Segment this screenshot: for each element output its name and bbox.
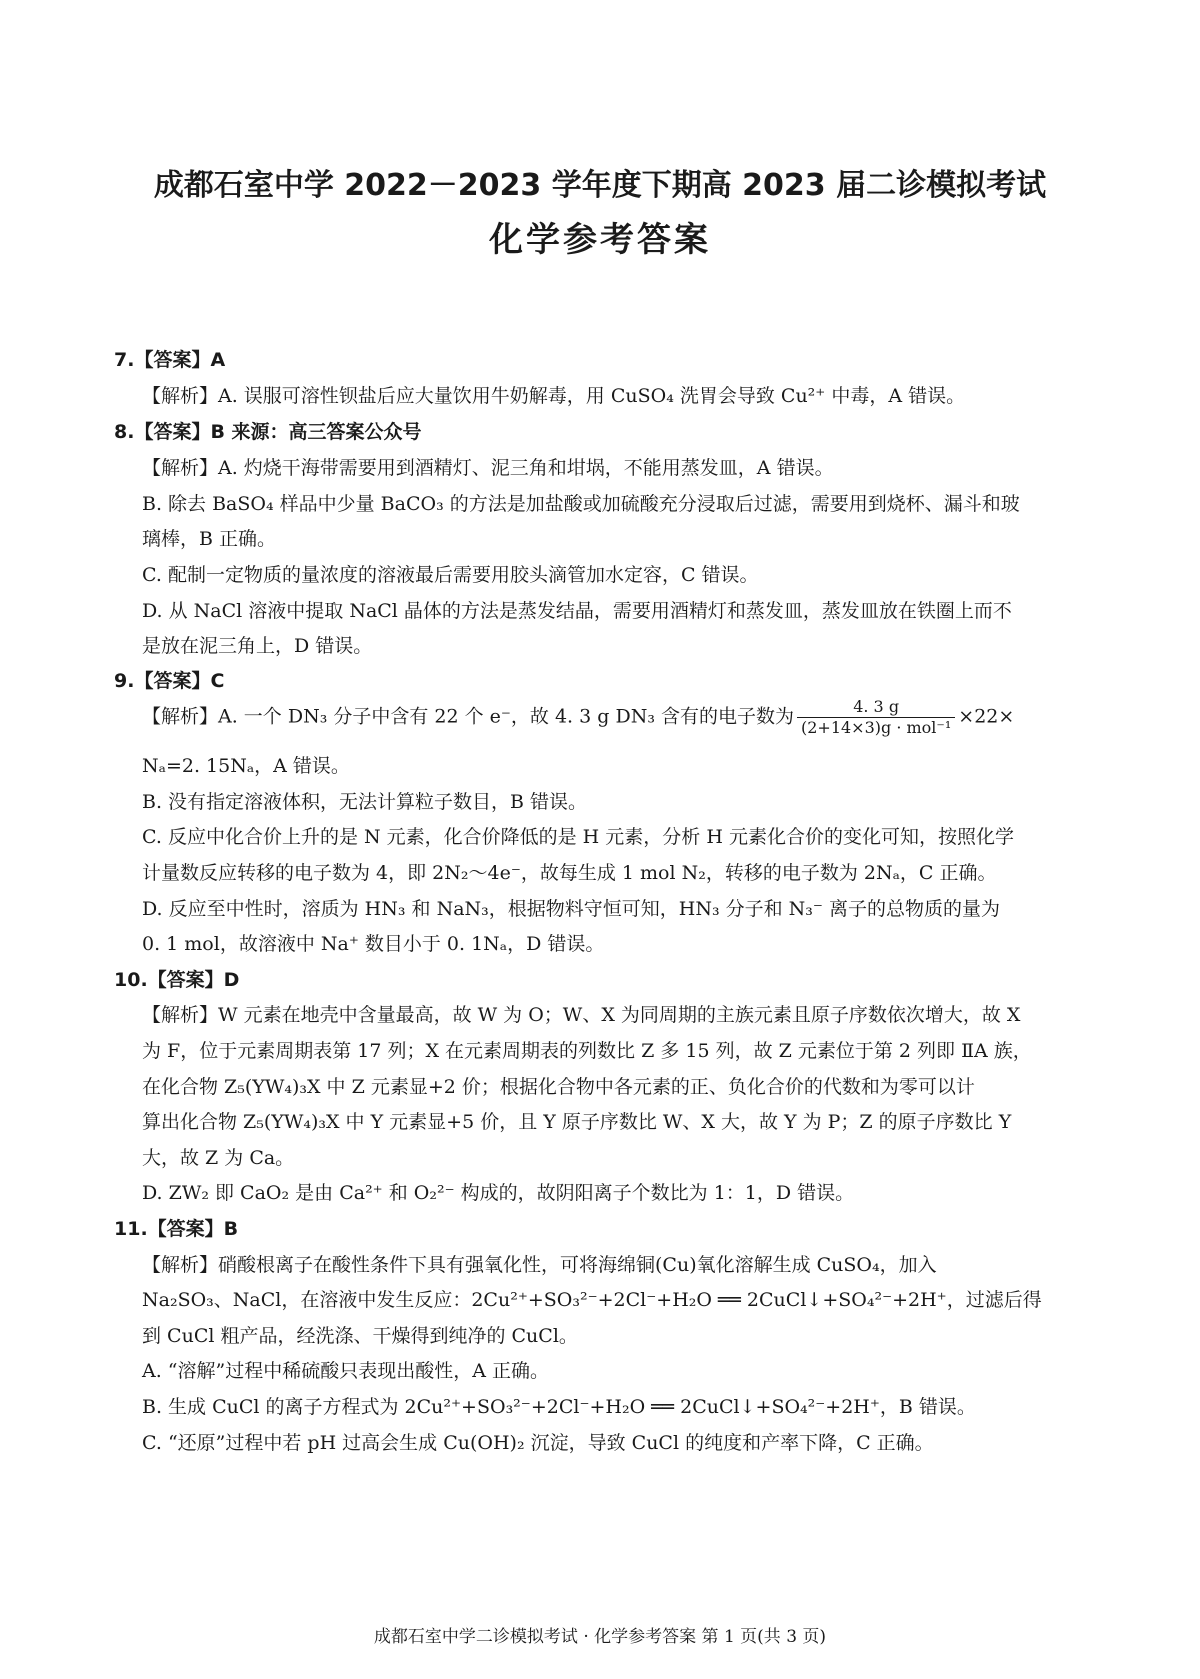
fraction-numerator: 4. 3 g bbox=[797, 697, 955, 718]
q7-explanation: 【解析】A. 误服可溶性钡盐后应大量饮用牛奶解毒，用 CuSO₄ 洗胃会导致 Cu²⁺ 中毒，A 错误。 bbox=[142, 385, 966, 407]
q11-explanation-2: Na₂SO₃、NaCl，在溶液中发生反应：2Cu²⁺+SO₃²⁻+2Cl⁻+H₂O ══ 2CuCl↓+SO₄²⁻+2H⁺，过滤后得 bbox=[142, 1289, 1042, 1311]
q9-answer: 9.【答案】C bbox=[114, 670, 225, 692]
q8-explanation-d-cont: 是放在泥三角上，D 错误。 bbox=[142, 635, 373, 657]
q8-explanation-c: C. 配制一定物质的量浓度的溶液最后需要用胶头滴管加水定容，C 错误。 bbox=[142, 564, 759, 586]
electron-count-fraction bbox=[797, 697, 955, 738]
q11-explanation-3: 到 CuCl 粗产品，经洗涤、干燥得到纯净的 CuCl。 bbox=[142, 1325, 578, 1347]
q9-explanation-c: C. 反应中化合价上升的是 N 元素，化合价降低的是 H 元素，分析 H 元素化合价的变化可知，按照化学 bbox=[142, 826, 1014, 848]
q11-explanation-b: B. 生成 CuCl 的离子方程式为 2Cu²⁺+SO₃²⁻+2Cl⁻+H₂O ══ 2CuCl↓+SO₄²⁻+2H⁺，B 错误。 bbox=[142, 1396, 976, 1418]
q10-answer: 10.【答案】D bbox=[114, 969, 240, 991]
q10-explanation-5: 大，故 Z 为 Ca。 bbox=[142, 1147, 295, 1169]
q10-explanation-4: 算出化合物 Z₅(YW₄)₃X 中 Y 元素显+5 价，且 Y 原子序数比 W、X 大，故 Y 为 P；Z 的原子序数比 Y bbox=[142, 1111, 1012, 1133]
page-footer: 成都石室中学二诊模拟考试 · 化学参考答案 第 1 页(共 3 页) bbox=[373, 1627, 827, 1647]
q10-explanation-d: D. ZW₂ 即 CaO₂ 是由 Ca²⁺ 和 O₂²⁻ 构成的，故阴阳离子个数比为 1：1，D 错误。 bbox=[142, 1182, 855, 1204]
q9-explanation-d: D. 反应至中性时，溶质为 HN₃ 和 NaN₃，根据物料守恒可知，HN₃ 分子和 N₃⁻ 离子的总物质的量为 bbox=[142, 898, 1000, 920]
q8-answer: 8.【答案】B 来源：高三答案公众号 bbox=[114, 421, 422, 443]
q10-explanation-1: 【解析】W 元素在地壳中含量最高，故 W 为 O；W、X 为同周期的主族元素且原子序数依次增大，故 X bbox=[142, 1004, 1021, 1026]
exam-title: 成都石室中学 2022－2023 学年度下期高 2023 届二诊模拟考试 bbox=[153, 168, 1047, 203]
fraction-denominator: (2+14×3)g · mol⁻¹ bbox=[800, 718, 952, 737]
q9-explanation-b: B. 没有指定溶液体积，无法计算粒子数目，B 错误。 bbox=[142, 791, 588, 813]
document-subtitle: 化学参考答案 bbox=[489, 220, 711, 260]
q11-explanation-c: C. “还原”过程中若 pH 过高会生成 Cu(OH)₂ 沉淀，导致 CuCl 的纯度和产率下降，C 正确。 bbox=[142, 1432, 934, 1454]
q8-explanation-a: 【解析】A. 灼烧干海带需要用到酒精灯、泥三角和坩埚，不能用蒸发皿，A 错误。 bbox=[142, 457, 834, 479]
q9-explanation-c-cont: 计量数反应转移的电子数为 4，即 2N₂～4e⁻，故每生成 1 mol N₂，转移的电子数为 2Nₐ，C 正确。 bbox=[142, 862, 997, 884]
q11-explanation-1: 【解析】硝酸根离子在酸性条件下具有强氧化性，可将海绵铜(Cu)氧化溶解生成 CuSO₄，加入 bbox=[142, 1254, 937, 1276]
q9-a-multiplier: ×22× bbox=[958, 705, 1015, 728]
q11-answer: 11.【答案】B bbox=[114, 1218, 239, 1240]
q10-explanation-3: 在化合物 Z₅(YW₄)₃X 中 Z 元素显+2 价；根据化合物中各元素的正、负化合价的代数和为零可以计 bbox=[142, 1076, 975, 1098]
q9-explanation-a-cont: Nₐ=2. 15Nₐ，A 错误。 bbox=[142, 755, 350, 777]
q8-explanation-b: B. 除去 BaSO₄ 样品中少量 BaCO₃ 的方法是加盐酸或加硫酸充分浸取后过滤，需要用到烧杯、漏斗和玻 bbox=[142, 493, 1020, 515]
q11-explanation-a: A. “溶解”过程中稀硫酸只表现出酸性，A 正确。 bbox=[142, 1360, 549, 1382]
q8-explanation-d: D. 从 NaCl 溶液中提取 NaCl 晶体的方法是蒸发结晶，需要用酒精灯和蒸发皿，蒸发皿放在铁圈上而不 bbox=[142, 600, 1012, 622]
q7-answer: 7.【答案】A bbox=[114, 349, 226, 371]
q10-explanation-2: 为 F，位于元素周期表第 17 列；X 在元素周期表的列数比 Z 多 15 列，故 Z 元素位于第 2 列即 ⅡA 族， bbox=[142, 1040, 1032, 1062]
q9-a-text: 【解析】A. 一个 DN₃ 分子中含有 22 个 e⁻，故 4. 3 g DN₃ 含有的电子数为 bbox=[142, 705, 794, 728]
q8-explanation-b-cont: 璃棒，B 正确。 bbox=[142, 528, 277, 550]
q9-explanation-d-cont: 0. 1 mol，故溶液中 Na⁺ 数目小于 0. 1Nₐ，D 错误。 bbox=[142, 933, 605, 955]
q9-explanation-a bbox=[142, 697, 1014, 738]
